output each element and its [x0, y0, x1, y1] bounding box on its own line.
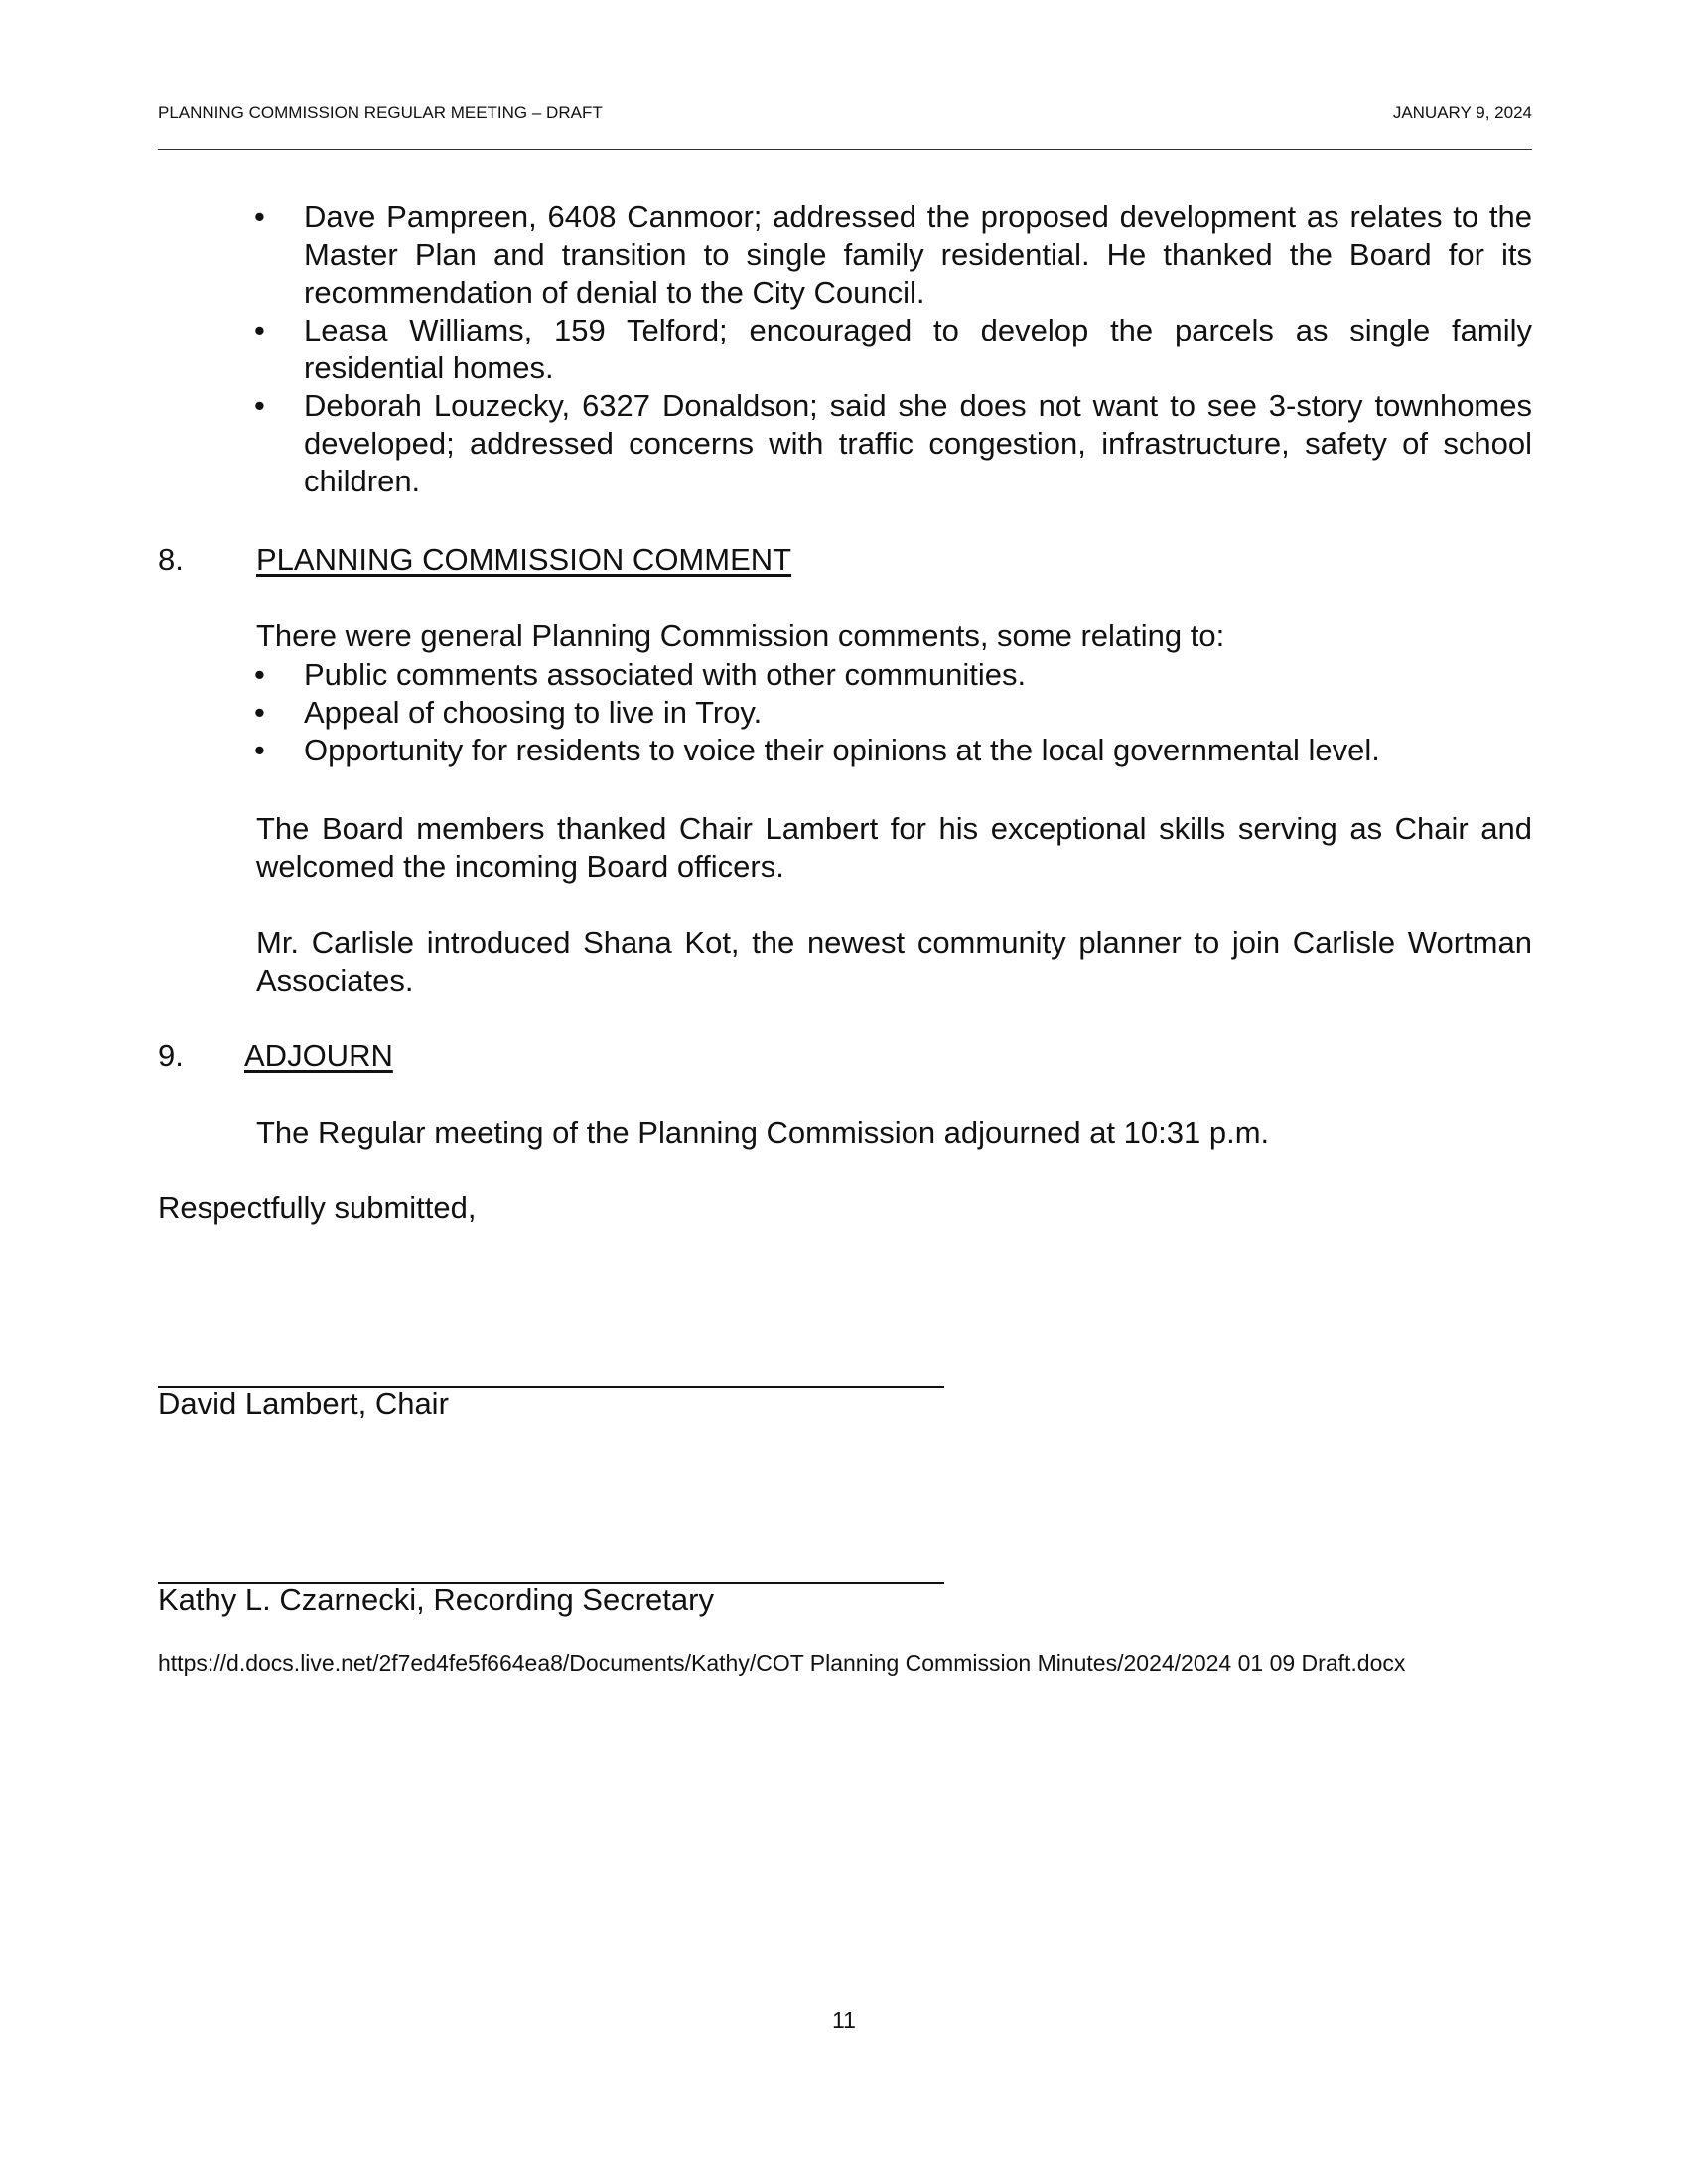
section-number: 8. — [158, 542, 184, 577]
page-header — [158, 103, 1532, 123]
public-comment-list — [254, 199, 1532, 500]
comment-text: Deborah Louzecky, 6327 Donaldson; said she does not want to see 3-story townhomes developed; addressed concerns with traffic congestion, infrastructure, safety of school children. — [304, 388, 1532, 498]
signature-name: David Lambert, Chair — [158, 1386, 449, 1421]
comment-text: Opportunity for residents to voice their opinions at the local governmental level. — [304, 733, 1380, 767]
header-rule — [158, 149, 1532, 150]
list-item — [254, 694, 1532, 732]
comment-text: Public comments associated with other communities. — [304, 657, 1027, 692]
comment-text: Dave Pampreen, 6408 Canmoor; addressed the proposed development as relates to the Master Plan and transition to single family residential. He thanked the Board for its recommendation of denial to the City Council. — [304, 200, 1532, 310]
list-item — [254, 312, 1532, 387]
section-8-intro: There were general Planning Commission comments, some relating to: — [256, 618, 1225, 653]
page-number: 11 — [832, 2007, 856, 2033]
comment-text: Leasa Williams, 159 Telford; encouraged to develop the parcels as single family residential homes. — [304, 313, 1532, 385]
header-date: JANUARY 9, 2024 — [1392, 103, 1532, 122]
list-item — [254, 199, 1532, 312]
bullet-icon: • — [254, 695, 265, 730]
bullet-icon: • — [254, 733, 265, 767]
section-number: 9. — [158, 1038, 184, 1073]
section-8-paragraph: The Board members thanked Chair Lambert for his exceptional skills serving as Chair and welcomed the incoming Board officers. — [256, 811, 1532, 884]
section-title: PLANNING COMMISSION COMMENT — [256, 542, 792, 577]
section-8-paragraph: Mr. Carlisle introduced Shana Kot, the newest community planner to join Carlisle Wortman Associates. — [256, 925, 1532, 998]
list-item — [254, 732, 1532, 769]
adjourn-text: The Regular meeting of the Planning Commission adjourned at 10:31 p.m. — [256, 1115, 1270, 1150]
signature-name: Kathy L. Czarnecki, Recording Secretary — [158, 1582, 714, 1617]
bullet-icon: • — [254, 388, 265, 423]
list-item — [254, 656, 1532, 694]
bullet-icon: • — [254, 200, 265, 234]
comment-text: Appeal of choosing to live in Troy. — [304, 695, 763, 730]
bullet-icon: • — [254, 313, 265, 347]
bullet-icon: • — [254, 657, 265, 692]
header-title: PLANNING COMMISSION REGULAR MEETING – DRAFT — [158, 103, 603, 122]
list-item — [254, 387, 1532, 500]
file-path: https://d.docs.live.net/2f7ed4fe5f664ea8/Documents/Kathy/COT Planning Commission Minutes/2024/2024 01 09 Draft.docx — [158, 1650, 1406, 1676]
section-title: ADJOURN — [244, 1038, 393, 1073]
closing: Respectfully submitted, — [158, 1190, 477, 1225]
commission-comment-list — [254, 656, 1532, 769]
